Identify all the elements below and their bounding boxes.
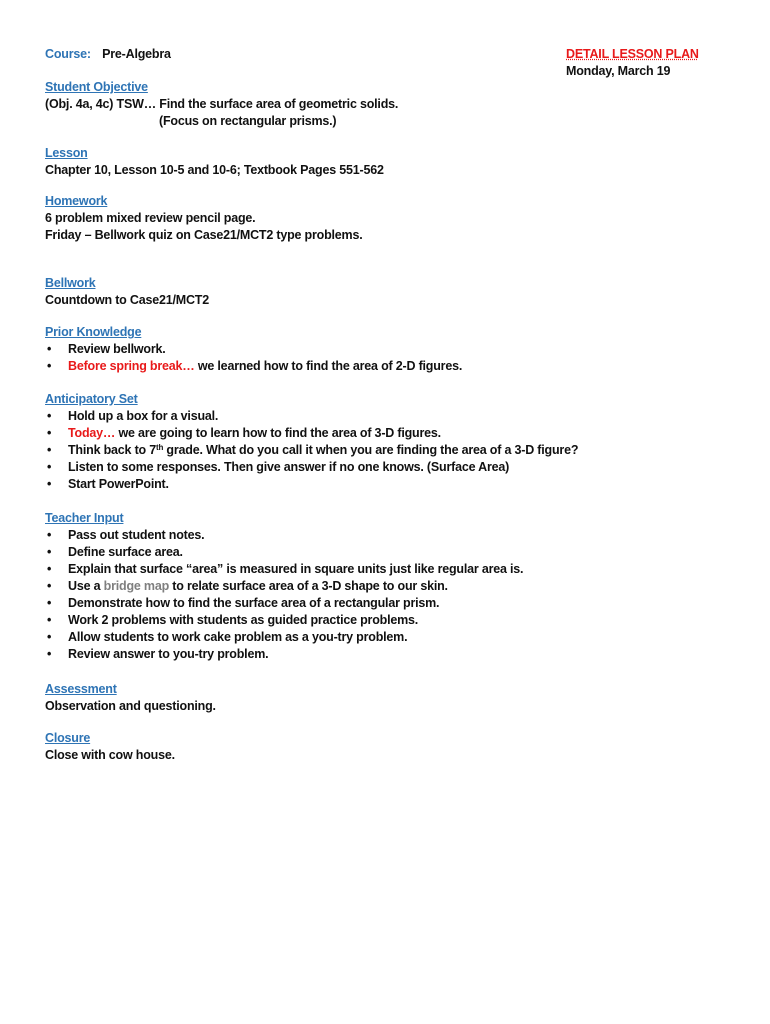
list-item-text: Think back to 7 [68, 443, 156, 457]
lesson-heading: Lesson [45, 146, 88, 160]
highlight-text: bridge map [103, 579, 170, 593]
teacher-input-list [45, 527, 523, 663]
list-item [45, 612, 523, 629]
list-item [45, 527, 523, 544]
course-value: Pre-Algebra [102, 47, 171, 61]
objective-focus-line: (Focus on rectangular prisms.) [159, 114, 337, 128]
list-item [45, 358, 462, 375]
prior-knowledge-list [45, 341, 462, 375]
list-item-text: Allow students to work cake problem as a you-try problem. [68, 630, 408, 644]
list-item-text: we learned how to find the area of 2-D figures. [194, 359, 463, 373]
list-item [45, 629, 523, 646]
anticipatory-set-section [45, 391, 578, 493]
list-item-text: we are going to learn how to find the area of 3-D figures. [115, 426, 441, 440]
student-objective-heading: Student Objective [45, 80, 148, 94]
list-item [45, 595, 523, 612]
list-item [45, 646, 523, 663]
list-item-text: Start PowerPoint. [68, 477, 169, 491]
list-item [45, 578, 523, 595]
superscript: th [156, 443, 164, 452]
lesson-text: Chapter 10, Lesson 10-5 and 10-6; Textbook Pages 551-562 [45, 163, 384, 177]
page-header [566, 46, 699, 80]
closure-heading: Closure [45, 731, 91, 745]
list-item-text: Review answer to you-try problem. [68, 647, 269, 661]
homework-section [45, 193, 362, 244]
prior-knowledge-heading: Prior Knowledge [45, 325, 142, 339]
list-item [45, 544, 523, 561]
bellwork-text: Countdown to Case21/MCT2 [45, 293, 209, 307]
closure-text: Close with cow house. [45, 748, 175, 762]
bellwork-heading: Bellwork [45, 276, 96, 290]
homework-line: 6 problem mixed review pencil page. [45, 211, 256, 225]
teacher-input-heading: Teacher Input [45, 511, 124, 525]
assessment-text: Observation and questioning. [45, 699, 216, 713]
list-item-text: Define surface area. [68, 545, 183, 559]
list-item [45, 476, 578, 493]
list-item-text: Pass out student notes. [68, 528, 205, 542]
list-item [45, 459, 578, 476]
assessment-section [45, 681, 216, 715]
objective-line: (Obj. 4a, 4c) TSW… Find the surface area of geometric solids. [45, 97, 399, 111]
student-objective-section [45, 79, 398, 130]
homework-line: Friday – Bellwork quiz on Case21/MCT2 type problems. [45, 228, 363, 242]
assessment-heading: Assessment [45, 682, 117, 696]
bellwork-section [45, 275, 209, 309]
teacher-input-section [45, 510, 523, 663]
highlight-text: Before spring break… [68, 359, 195, 373]
list-item [45, 442, 578, 459]
list-item [45, 341, 462, 358]
list-item-text: Listen to some responses. Then give answer if no one knows. (Surface Area) [68, 460, 510, 474]
list-item [45, 425, 578, 442]
anticipatory-set-list [45, 408, 578, 493]
course-label: Course: [45, 47, 91, 61]
highlight-text: Today… [68, 426, 116, 440]
list-item [45, 408, 578, 425]
list-item-text: Review bellwork. [68, 342, 166, 356]
list-item-text: Explain that surface “area” is measured in square units just like regular area is. [68, 562, 524, 576]
list-item-text: Work 2 problems with students as guided practice problems. [68, 613, 419, 627]
list-item-text: grade. What do you call it when you are finding the area of a 3-D figure? [163, 443, 579, 457]
closure-section [45, 730, 175, 764]
course-line [45, 46, 171, 63]
list-item-text: to relate surface area of a 3-D shape to our skin. [169, 579, 448, 593]
lesson-section [45, 145, 384, 179]
lesson-date: Monday, March 19 [566, 64, 671, 78]
list-item-text: Use a [68, 579, 104, 593]
homework-heading: Homework [45, 194, 108, 208]
anticipatory-set-heading: Anticipatory Set [45, 392, 138, 406]
list-item [45, 561, 523, 578]
list-item-text: Demonstrate how to find the surface area of a rectangular prism. [68, 596, 440, 610]
page-title: DETAIL LESSON PLAN [566, 47, 699, 61]
list-item-text: Hold up a box for a visual. [68, 409, 219, 423]
prior-knowledge-section [45, 324, 462, 375]
